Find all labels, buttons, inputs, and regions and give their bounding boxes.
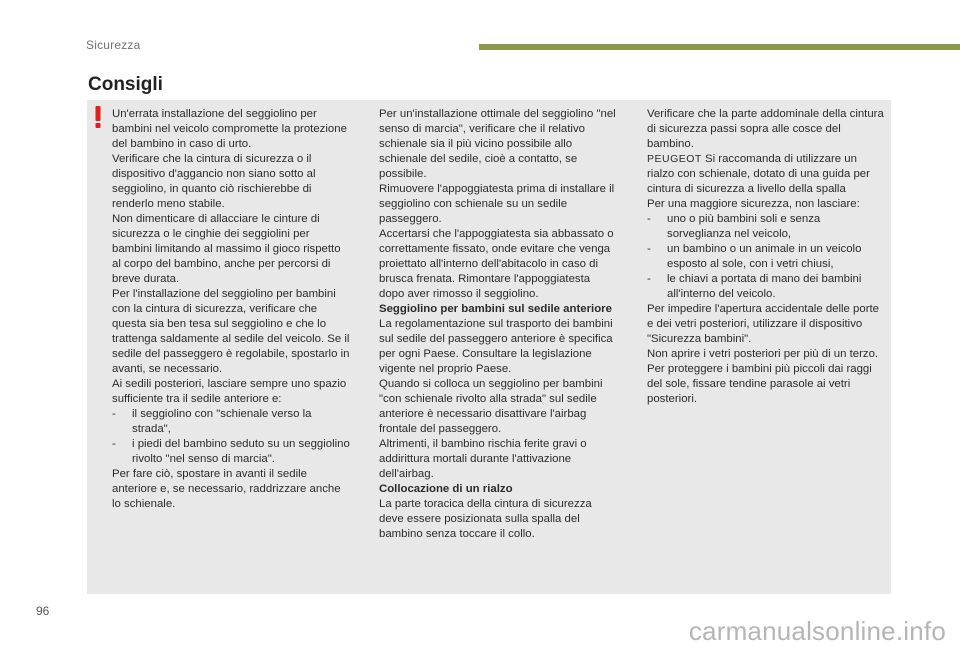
page-number: 96 — [36, 604, 50, 618]
paragraph: Rimuovere l'appoggiatesta prima di installare il seggiolino con schienale su un sedile passeggero. — [379, 183, 615, 225]
text-column-1 — [112, 107, 350, 512]
paragraph: Per proteggere i bambini più piccoli dai raggi del sole, fissare tendine parasole ai vetri posteriori. — [647, 363, 872, 405]
text-column-3 — [647, 107, 885, 407]
list-item: - un bambino o un animale in un veicolo esposto al sole, con i vetri chiusi, — [647, 242, 885, 272]
paragraph: Verificare che la cintura di sicurezza o il dispositivo d'aggancio non siano sotto al seggiolino, in quanto ciò rischierebbe di renderlo meno stabile. — [112, 153, 316, 210]
header-accent-bar — [479, 44, 960, 50]
bullet-list — [112, 407, 350, 467]
paragraph — [647, 152, 885, 197]
paragraph: Accertarsi che l'appoggiatesta sia abbassato o correttamente fissato, onde evitare che venga proiettato all'interno dell'abitacolo in caso di brusca frenata. Rimontare l'appoggiatesta dopo aver rimosso il seggiolino. — [379, 228, 614, 300]
section-title: Sicurezza — [86, 38, 141, 52]
bullet-list — [647, 212, 885, 302]
paragraph: Per impedire l'apertura accidentale delle porte e dei vetri posteriori, utilizzare il dispositivo "Sicurezza bambini". — [647, 303, 880, 345]
watermark: carmanualsonline.info — [688, 616, 946, 646]
list-item: - i piedi del bambino seduto su un seggiolino rivolto "nel senso di marcia". — [112, 437, 350, 467]
paragraph: Per fare ciò, spostare in avanti il sedile anteriore e, se necessario, raddrizzare anche lo schienale. — [112, 468, 341, 510]
paragraph: Per l'installazione del seggiolino per bambini con la cintura di sicurezza, verificare che questa sia ben tesa sul seggiolino e che lo trattenga saldamente al sedile del veicolo. Se il sedile del passeggero è regolabile, spostarlo in avanti, se necessario. — [112, 288, 350, 375]
paragraph: Altrimenti, il bambino rischia ferite gravi o addirittura mortali durante l'attivazione dell'airbag. — [379, 438, 587, 480]
brand-name: PEUGEOT — [647, 153, 702, 165]
paragraph: Non dimenticare di allacciare le cinture di sicurezza o le cinghie dei seggiolini per bambini limitando al massimo il gioco rispetto al corpo del bambino, anche per percorsi di breve durata. — [112, 213, 341, 285]
paragraph: Non aprire i vetri posteriori per più di un terzo. — [647, 348, 879, 360]
page-title: Consigli — [88, 74, 163, 95]
paragraph: Quando si colloca un seggiolino per bambini "con schienale rivolto alla strada" sul sedile anteriore è necessario disattivare l'airbag frontale del passeggero. — [379, 378, 603, 435]
list-item: - le chiavi a portata di mano dei bambini all'interno del veicolo. — [647, 272, 885, 302]
paragraph: Ai sedili posteriori, lasciare sempre uno spazio sufficiente tra il sedile anteriore e: — [112, 378, 347, 405]
paragraph: Per una maggiore sicurezza, non lasciare: — [647, 198, 860, 210]
paragraph: Per un'installazione ottimale del seggiolino "nel senso di marcia", verificare che il relativo schienale sia il più vicino possibile allo schienale del sedile, cioè a contatto, se possibile. — [379, 108, 616, 180]
paragraph: La regolamentazione sul trasporto dei bambini sul sedile del passeggero anteriore è specifica per ogni Paese. Consultare la legislazione vigente nel proprio Paese. — [379, 318, 613, 375]
paragraph: Un'errata installazione del seggiolino per bambini nel veicolo compromette la protezione del bambino in caso di urto. — [112, 108, 347, 150]
exclamation-mark-icon — [93, 106, 103, 128]
text-column-2 — [379, 107, 617, 542]
paragraph: La parte toracica della cintura di sicurezza deve essere posizionata sulla spalla del bambino senza toccare il collo. — [379, 498, 592, 540]
subheading-booster: Collocazione di un rialzo — [379, 483, 513, 495]
list-item: - uno o più bambini soli e senza sorveglianza nel veicolo, — [647, 212, 885, 242]
paragraph: Verificare che la parte addominale della cintura di sicurezza passi sopra alle cosce del bambino. — [647, 108, 884, 150]
subheading-front-seat: Seggiolino per bambini sul sedile anteriore — [379, 303, 612, 315]
list-item: - il seggiolino con "schienale verso la strada", — [112, 407, 350, 437]
paragraph-text: Si raccomanda di utilizzare un rialzo con schienale, dotato di una guida per cintura di sicurezza a livello della spalla — [647, 153, 870, 195]
